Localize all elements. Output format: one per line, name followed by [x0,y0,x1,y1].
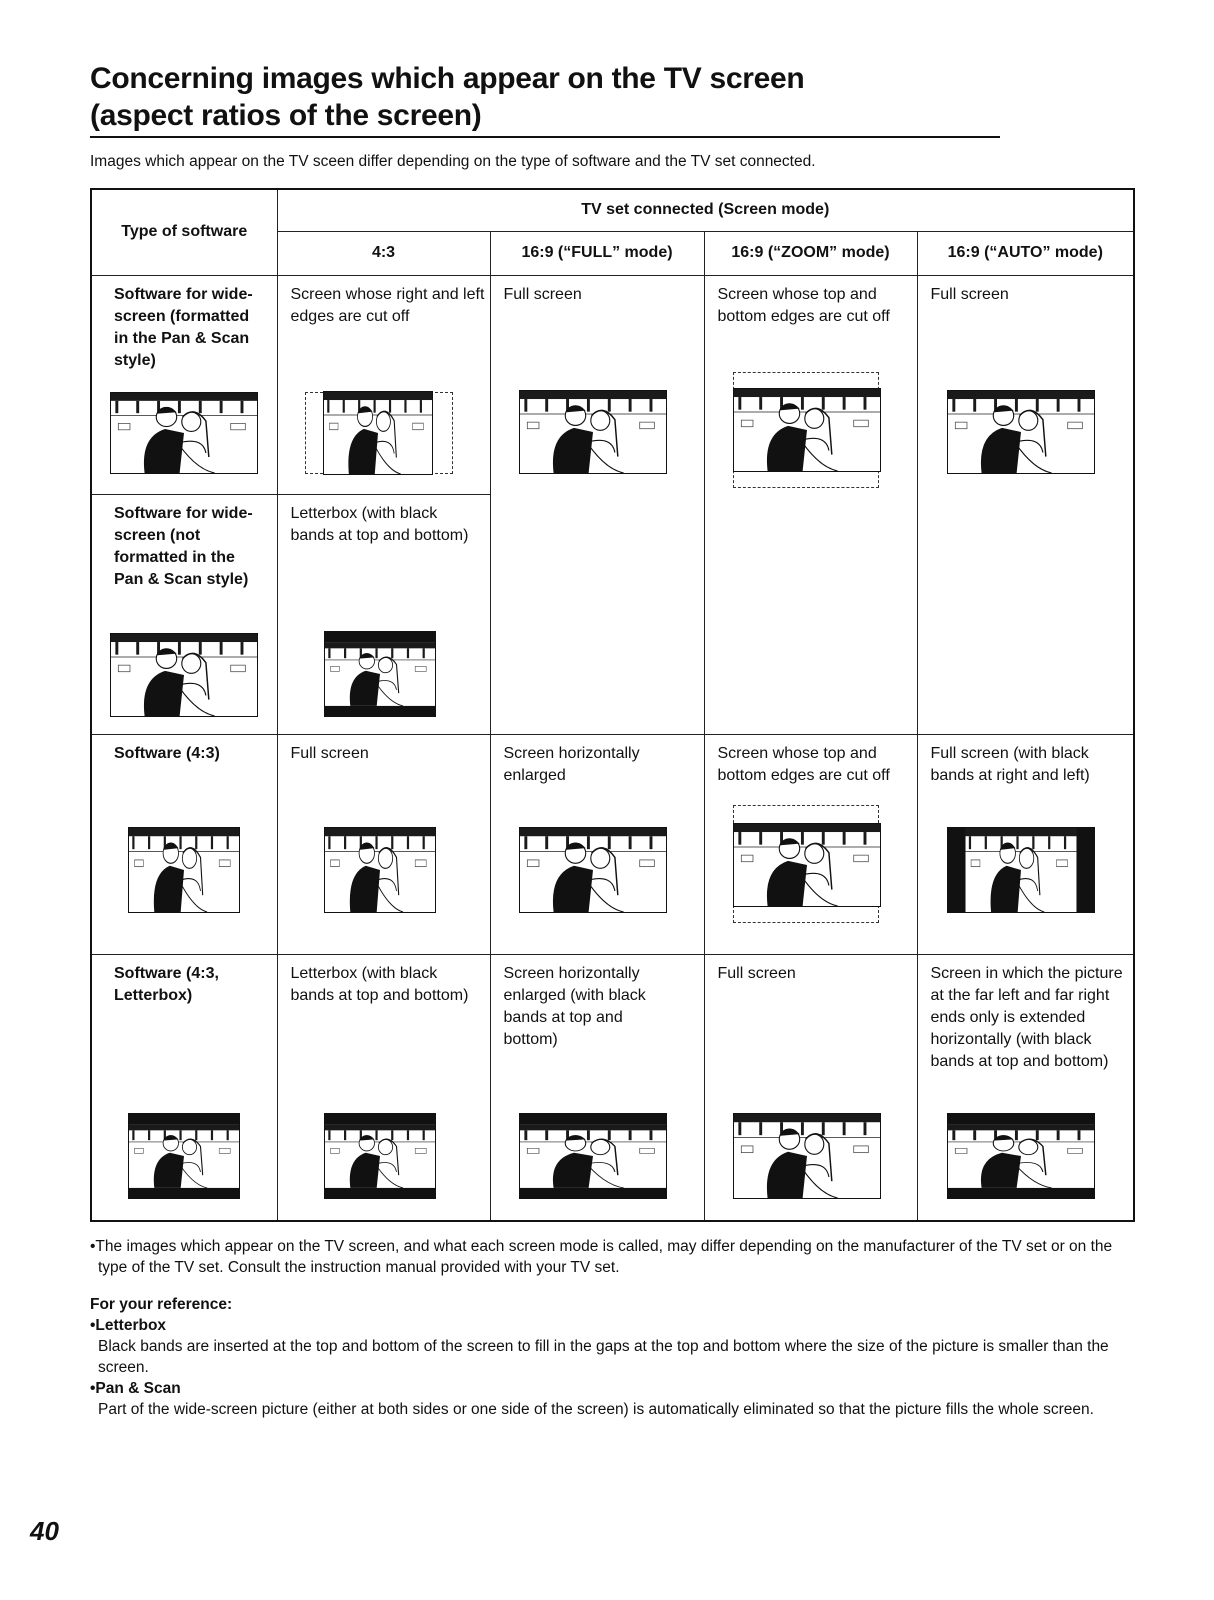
note-bullet: •The images which appear on the TV screen, and what each screen mode is called, may differ depending on the manufacturer of the TV set or on the type of the TV set. Consult the instruction manual provided with your TV set. [90,1238,1113,1276]
pillarbox-thumbnail [947,827,1095,913]
cell-text: Full screen [717,964,796,982]
aspect-ratio-table [90,188,1135,1222]
row-label-software-4-3-letterbox: Software (4:3, Letterbox) [114,964,219,1004]
wide-thumbnail [110,633,258,717]
table-row [91,734,1134,954]
std-thumbnail [128,827,240,913]
row-label-widescreen-panscan: Software for wide-screen (formatted in the Pan & Scan style) [114,285,253,369]
desc-letterbox: Black bands are inserted at the top and bottom of the screen to fill in the gaps at the top and bottom where the size of the picture is smaller than the screen. [98,1338,1109,1376]
title-line-1: Concerning images which appear on the TV screen [90,62,805,95]
cell-text: Screen whose top and bottom edges are cut off [717,744,890,784]
row-label-software-4-3: Software (4:3) [114,744,220,762]
page-title [90,60,1000,134]
cell-text: Letterbox (with black bands at top and bottom) [290,964,469,1004]
zoom-thumbnail [733,823,881,907]
intro-text: Images which appear on the TV sceen differ depending on the type of software and the TV set connected. [90,153,816,170]
notes-section [90,1236,1135,1420]
cell-text: Screen whose right and left edges are cut off [290,285,485,325]
term-letterbox: •Letterbox [90,1317,167,1334]
wide-thumbnail [110,392,258,474]
page-number: 40 [30,1516,59,1546]
cell-text: Screen horizontally enlarged [503,744,640,784]
header-type-of-software: Type of software [91,189,277,275]
full-thumbnail [947,390,1095,474]
stretched-thumbnail [519,827,667,913]
full-thumbnail [519,390,667,474]
letterbox-thumbnail [324,631,436,717]
std-thumbnail [324,827,436,913]
reference-heading: For your reference: [90,1296,233,1313]
cell-text: Full screen [503,285,582,303]
cell-text: Full screen [930,285,1009,303]
full-thumbnail [733,1113,881,1199]
table-row [91,275,1134,494]
cropped-thumbnail [323,391,433,475]
wide-letterbox-thumbnail [519,1113,667,1199]
row-label-widescreen-non-panscan: Software for wide-screen (not formatted in the Pan & Scan style) [114,504,253,588]
header-tv-set-connected: TV set connected (Screen mode) [277,189,1134,231]
letterbox-thumbnail [324,1113,436,1199]
cell-text: Screen horizontally enlarged (with black bands at top and bottom) [503,964,646,1048]
cell-text: Letterbox (with black bands at top and bottom) [290,504,469,544]
header-col-auto: 16:9 (“AUTO” mode) [917,231,1134,275]
desc-pan-scan: Part of the wide-screen picture (either at both sides or one side of the screen) is automatically eliminated so that the picture fills the whole screen. [98,1401,1094,1418]
cell-text: Full screen [290,744,369,762]
term-pan-scan: •Pan & Scan [90,1380,181,1397]
header-col-zoom: 16:9 (“ZOOM” mode) [704,231,917,275]
table-row [91,954,1134,1221]
letterbox-thumbnail [128,1113,240,1199]
title-rule [90,136,1000,138]
header-col-4-3: 4:3 [277,231,490,275]
header-col-full: 16:9 (“FULL” mode) [490,231,704,275]
cell-text: Full screen (with black bands at right and left) [930,744,1090,784]
cell-text: Screen whose top and bottom edges are cut off [717,285,890,325]
title-line-2: (aspect ratios of the screen) [90,99,482,132]
wide-letterbox-thumbnail [947,1113,1095,1199]
cell-text: Screen in which the picture at the far left and far right ends only is extended horizontally (with black bands at top and bottom) [930,964,1123,1070]
zoom-thumbnail [733,388,881,472]
